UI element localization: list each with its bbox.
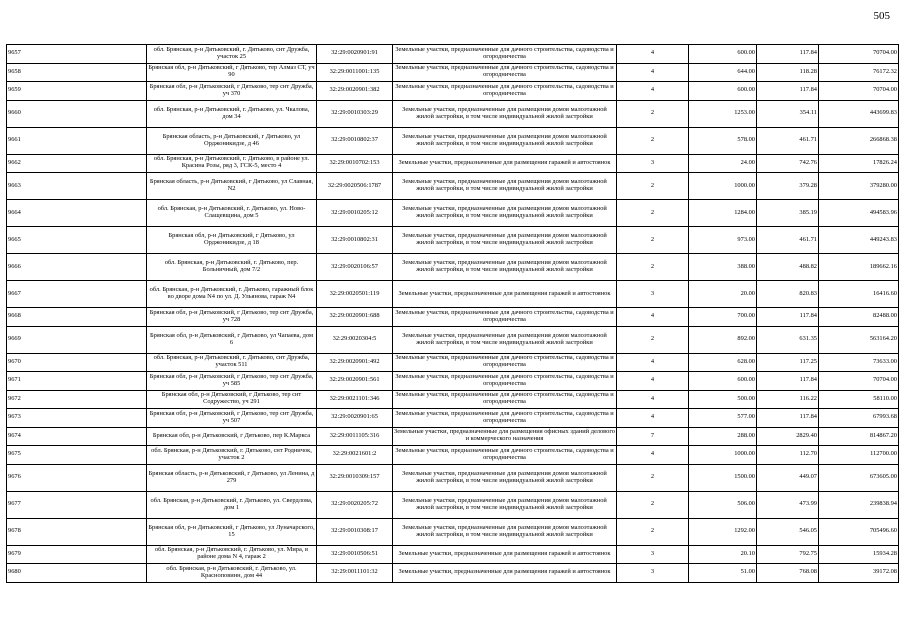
area-cell: 973.00 (689, 227, 757, 254)
area-cell: 578.00 (689, 127, 757, 154)
table-row (7, 427, 899, 446)
row-number: 9657 (7, 45, 147, 64)
specific-value-cell: 473.99 (757, 491, 819, 518)
row-number: 9666 (7, 254, 147, 281)
page-number: 505 (873, 10, 890, 22)
category-cell: 4 (617, 390, 689, 409)
specific-value-cell: 461.71 (757, 227, 819, 254)
cadastral-number-cell: 32:29:0021101:346 (317, 390, 393, 409)
cadastral-value-cell: 58110.00 (819, 390, 899, 409)
area-cell: 1253.00 (689, 100, 757, 127)
land-use-cell: Земельные участки, предназначенные для размещения домов малоэтажной жилой застройки, в том числе индивидуальной жилой застройки (393, 173, 617, 200)
row-number: 9664 (7, 200, 147, 227)
land-use-cell: Земельные участки, предназначенные для размещения гаражей и автостоянок (393, 281, 617, 308)
land-use-cell: Земельные участки, предназначенные для дачного строительства, садоводства и огородничества (393, 390, 617, 409)
category-cell: 2 (617, 491, 689, 518)
table-row (7, 464, 899, 491)
table-row (7, 564, 899, 583)
cadastral-number-cell: 32:29:0020501:119 (317, 281, 393, 308)
category-cell: 3 (617, 564, 689, 583)
cadastral-value-cell: 189662.16 (819, 254, 899, 281)
area-cell: 24.00 (689, 154, 757, 173)
land-use-cell: Земельные участки, предназначенные для дачного строительства, садоводства и огородничества (393, 63, 617, 82)
area-cell: 500.00 (689, 390, 757, 409)
specific-value-cell: 742.76 (757, 154, 819, 173)
cadastral-value-cell: 563164.20 (819, 326, 899, 353)
category-cell: 3 (617, 154, 689, 173)
cadastral-value-cell: 67993.68 (819, 409, 899, 428)
specific-value-cell: 820.83 (757, 281, 819, 308)
cadastral-number-cell: 32:29:0020901:91 (317, 45, 393, 64)
row-number: 9675 (7, 446, 147, 465)
land-use-cell: Земельные участки, предназначенные для дачного строительства, садоводства и огородничества (393, 82, 617, 101)
address-cell: обл. Брянская, р-н Дятьковский, г. Дятьково, ул. Ново-Слащевщина, дом 5 (147, 200, 317, 227)
table-row (7, 545, 899, 564)
category-cell: 2 (617, 100, 689, 127)
address-cell: обл. Брянская, р-н Дятьковский, г. Дятьково, снт Родничок, участок 2 (147, 446, 317, 465)
cadastral-number-cell: 32:29:0020901:65 (317, 409, 393, 428)
address-cell: Брянская обл, р-н Дятьковский, г Дятьково, ул Орджоникидзе, д 18 (147, 227, 317, 254)
cadastral-number-cell: 32:29:0020506:1787 (317, 173, 393, 200)
row-number: 9669 (7, 326, 147, 353)
cadastral-number-cell: 32:29:0010309:157 (317, 464, 393, 491)
land-use-cell: Земельные участки, предназначенные для дачного строительства, садоводства и огородничества (393, 308, 617, 327)
cadastral-number-cell: 32:29:0020106:57 (317, 254, 393, 281)
address-cell: Брянская обл, р-н Дятьковский, г Дятьково, тер снт Дружба, уч 585 (147, 372, 317, 391)
address-cell: Брянская обл, р-н Дятьковский, г Дятьково, тер снт Дружба, уч 507 (147, 409, 317, 428)
address-cell: обл. Брянская, р-н Дятьковский, г. Дятьково, гаражный блок во дворе дома N4 по ул. Д. Ульянова, гараж N4 (147, 281, 317, 308)
land-use-cell: Земельные участки, предназначенные для размещения домов малоэтажной жилой застройки, в том числе индивидуальной жилой застройки (393, 227, 617, 254)
specific-value-cell: 546.05 (757, 518, 819, 545)
specific-value-cell: 112.70 (757, 446, 819, 465)
area-cell: 1000.00 (689, 173, 757, 200)
cadastral-value-cell: 443699.83 (819, 100, 899, 127)
table-row (7, 100, 899, 127)
area-cell: 628.00 (689, 353, 757, 372)
table-row (7, 281, 899, 308)
area-cell: 20.10 (689, 545, 757, 564)
area-cell: 1284.00 (689, 200, 757, 227)
area-cell: 506.00 (689, 491, 757, 518)
address-cell: обл. Брянская, р-н Дятьковский, г. Дятьково, ул. Красноповинн, дом 44 (147, 564, 317, 583)
category-cell: 4 (617, 409, 689, 428)
cadastral-value-cell: 705496.60 (819, 518, 899, 545)
specific-value-cell: 768.08 (757, 564, 819, 583)
land-use-cell: Земельные участки, предназначенные для размещения гаражей и автостоянок (393, 154, 617, 173)
land-use-cell: Земельные участки, предназначенные для размещения домов малоэтажной жилой застройки, в том числе индивидуальной жилой застройки (393, 326, 617, 353)
address-cell: обл. Брянская, р-н Дятьковский, г. Дятьково, ул. Мира, в районе дома N 4, гараж 2 (147, 545, 317, 564)
address-cell: обл. Брянская, р-н Дятьковский, г. Дятьково, в районе ул. Красина Розы, ряд 3, ГСК-5, место 4 (147, 154, 317, 173)
cadastral-value-cell: 266868.38 (819, 127, 899, 154)
table-row (7, 353, 899, 372)
table-row (7, 390, 899, 409)
address-cell: Брянская обл, р-н Дятьковский, г Дятьково, ул Луначарского, 15 (147, 518, 317, 545)
specific-value-cell: 631.35 (757, 326, 819, 353)
table-row (7, 82, 899, 101)
land-use-cell: Земельные участки, предназначенные для размещения гаражей и автостоянок (393, 545, 617, 564)
category-cell: 2 (617, 200, 689, 227)
land-use-cell: Земельные участки, предназначенные для размещения офисных зданий делового и коммерческого назначения (393, 427, 617, 446)
category-cell: 4 (617, 446, 689, 465)
specific-value-cell: 488.82 (757, 254, 819, 281)
cadastral-number-cell: 32:29:0011101:32 (317, 564, 393, 583)
specific-value-cell: 379.28 (757, 173, 819, 200)
land-use-cell: Земельные участки, предназначенные для дачного строительства, садоводства и огородничества (393, 409, 617, 428)
address-cell: обл. Брянская, р-н Дятьковский, г. Дятьково, ул. Свердлова, дом 1 (147, 491, 317, 518)
table-row (7, 308, 899, 327)
row-number: 9659 (7, 82, 147, 101)
table-row (7, 372, 899, 391)
address-cell: Брянская область, р-н Дятьковский, г Дятьково, ул Орджоникидзе, д 46 (147, 127, 317, 154)
land-use-cell: Земельные участки, предназначенные для размещения домов малоэтажной жилой застройки, в том числе индивидуальной жилой застройки (393, 254, 617, 281)
area-cell: 600.00 (689, 82, 757, 101)
row-number: 9662 (7, 154, 147, 173)
cadastral-value-cell: 76172.32 (819, 63, 899, 82)
table-row (7, 326, 899, 353)
cadastral-value-cell: 239838.94 (819, 491, 899, 518)
cadastral-value-table (6, 44, 899, 583)
cadastral-number-cell: 32:29:0020901:492 (317, 353, 393, 372)
row-number: 9658 (7, 63, 147, 82)
specific-value-cell: 792.75 (757, 545, 819, 564)
cadastral-number-cell: 32:29:0021601:2 (317, 446, 393, 465)
cadastral-number-cell: 32:29:0010802:37 (317, 127, 393, 154)
specific-value-cell: 117.25 (757, 353, 819, 372)
specific-value-cell: 461.71 (757, 127, 819, 154)
cadastral-value-cell: 814867.20 (819, 427, 899, 446)
row-number: 9672 (7, 390, 147, 409)
category-cell: 3 (617, 545, 689, 564)
category-cell: 2 (617, 227, 689, 254)
cadastral-number-cell: 32:29:0020205:72 (317, 491, 393, 518)
address-cell: Брянская обл, р-н Дятьковский, г Дятьково, пер К.Маркса (147, 427, 317, 446)
address-cell: обл. Брянская, р-н Дятьковский, г. Дятьково, снт Дружба, участок 511 (147, 353, 317, 372)
category-cell: 2 (617, 254, 689, 281)
land-use-cell: Земельные участки, предназначенные для размещения домов малоэтажной жилой застройки, в том числе индивидуальной жилой застройки (393, 200, 617, 227)
specific-value-cell: 118.28 (757, 63, 819, 82)
area-cell: 644.00 (689, 63, 757, 82)
address-cell: Брянская обл, р-н Дятьковский, г Дятьково, ул Чапаева, дом 6 (147, 326, 317, 353)
land-use-cell: Земельные участки, предназначенные для размещения домов малоэтажной жилой застройки, в том числе индивидуальной жилой застройки (393, 491, 617, 518)
row-number: 9670 (7, 353, 147, 372)
area-cell: 600.00 (689, 45, 757, 64)
area-cell: 892.00 (689, 326, 757, 353)
category-cell: 7 (617, 427, 689, 446)
area-cell: 388.00 (689, 254, 757, 281)
address-cell: Брянская обл, р-н Дятьковский, г Дятьково, тер Алмаз СТ, уч 90 (147, 63, 317, 82)
category-cell: 4 (617, 45, 689, 64)
land-use-cell: Земельные участки, предназначенные для размещения домов малоэтажной жилой застройки, в том числе индивидуальной жилой застройки (393, 127, 617, 154)
area-cell: 20.00 (689, 281, 757, 308)
row-number: 9665 (7, 227, 147, 254)
cadastral-value-cell: 17826.24 (819, 154, 899, 173)
cadastral-number-cell: 32:29:0010303:29 (317, 100, 393, 127)
land-use-cell: Земельные участки, предназначенные для дачного строительства, садоводства и огородничества (393, 353, 617, 372)
cadastral-number-cell: 32:29:0010702:153 (317, 154, 393, 173)
specific-value-cell: 385.19 (757, 200, 819, 227)
table-row (7, 127, 899, 154)
category-cell: 2 (617, 127, 689, 154)
category-cell: 4 (617, 372, 689, 391)
land-use-cell: Земельные участки, предназначенные для размещения домов малоэтажной жилой застройки, в том числе индивидуальной жилой застройки (393, 518, 617, 545)
category-cell: 3 (617, 281, 689, 308)
category-cell: 4 (617, 82, 689, 101)
land-use-cell: Земельные участки, предназначенные для дачного строительства, садоводства и огородничества (393, 45, 617, 64)
cadastral-value-cell: 494583.96 (819, 200, 899, 227)
row-number: 9680 (7, 564, 147, 583)
area-cell: 1500.00 (689, 464, 757, 491)
category-cell: 2 (617, 464, 689, 491)
land-use-cell: Земельные участки, предназначенные для дачного строительства, садоводства и огородничества (393, 446, 617, 465)
land-use-cell: Земельные участки, предназначенные для размещения домов малоэтажной жилой застройки, в том числе индивидуальной жилой застройки (393, 100, 617, 127)
specific-value-cell: 117.84 (757, 409, 819, 428)
specific-value-cell: 117.84 (757, 372, 819, 391)
specific-value-cell: 2829.40 (757, 427, 819, 446)
table-row (7, 446, 899, 465)
address-cell: Брянская обл, р-н Дятьковский, г Дятьково, тер снт Содружество, уч 291 (147, 390, 317, 409)
area-cell: 577.00 (689, 409, 757, 428)
category-cell: 2 (617, 518, 689, 545)
cadastral-value-cell: 449243.83 (819, 227, 899, 254)
area-cell: 700.00 (689, 308, 757, 327)
cadastral-value-cell: 379280.00 (819, 173, 899, 200)
row-number: 9673 (7, 409, 147, 428)
cadastral-number-cell: 32:29:0011105:316 (317, 427, 393, 446)
row-number: 9661 (7, 127, 147, 154)
area-cell: 51.00 (689, 564, 757, 583)
specific-value-cell: 449.07 (757, 464, 819, 491)
category-cell: 4 (617, 308, 689, 327)
address-cell: Брянская обл, р-н Дятьковский, г Дятьково, тер снт Дружба, уч 370 (147, 82, 317, 101)
row-number: 9674 (7, 427, 147, 446)
cadastral-number-cell: 32:29:0010205:12 (317, 200, 393, 227)
row-number: 9668 (7, 308, 147, 327)
table-body (7, 45, 899, 583)
table-row (7, 227, 899, 254)
area-cell: 288.00 (689, 427, 757, 446)
cadastral-value-cell: 82488.00 (819, 308, 899, 327)
specific-value-cell: 354.11 (757, 100, 819, 127)
category-cell: 4 (617, 63, 689, 82)
cadastral-number-cell: 32:29:0010802:31 (317, 227, 393, 254)
row-number: 9663 (7, 173, 147, 200)
category-cell: 2 (617, 326, 689, 353)
address-cell: Брянская область, р-н Дятьковский, г Дятьково, ул Ленина, д 279 (147, 464, 317, 491)
cadastral-value-cell: 15934.28 (819, 545, 899, 564)
category-cell: 2 (617, 173, 689, 200)
specific-value-cell: 117.84 (757, 45, 819, 64)
row-number: 9679 (7, 545, 147, 564)
table-row (7, 173, 899, 200)
cadastral-number-cell: 32:29:0010506:51 (317, 545, 393, 564)
specific-value-cell: 117.84 (757, 82, 819, 101)
land-use-cell: Земельные участки, предназначенные для размещения гаражей и автостоянок (393, 564, 617, 583)
table-row (7, 45, 899, 64)
cadastral-value-cell: 39172.08 (819, 564, 899, 583)
cadastral-number-cell: 32:29:0011001:135 (317, 63, 393, 82)
table-row (7, 63, 899, 82)
row-number: 9678 (7, 518, 147, 545)
address-cell: обл. Брянская, р-н Дятьковский, г. Дятьково, пер. Больничный, дом 7/2 (147, 254, 317, 281)
category-cell: 4 (617, 353, 689, 372)
area-cell: 1000.00 (689, 446, 757, 465)
row-number: 9660 (7, 100, 147, 127)
table-row (7, 409, 899, 428)
row-number: 9676 (7, 464, 147, 491)
address-cell: Брянская область, р-н Дятьковский, г Дятьково, ул Славная, N2 (147, 173, 317, 200)
specific-value-cell: 116.22 (757, 390, 819, 409)
cadastral-number-cell: 32:29:0020304:5 (317, 326, 393, 353)
land-use-cell: Земельные участки, предназначенные для размещения домов малоэтажной жилой застройки, в том числе индивидуальной жилой застройки (393, 464, 617, 491)
table-row (7, 518, 899, 545)
row-number: 9671 (7, 372, 147, 391)
cadastral-number-cell: 32:29:0010308:17 (317, 518, 393, 545)
cadastral-value-cell: 73633.00 (819, 353, 899, 372)
address-cell: Брянская обл, р-н Дятьковский, г Дятьково, тер снт Дружба, уч 728 (147, 308, 317, 327)
table-row (7, 254, 899, 281)
table-row (7, 491, 899, 518)
address-cell: обл. Брянская, р-н Дятьковский, г. Дятьково, ул. Чкалова, дом 34 (147, 100, 317, 127)
specific-value-cell: 117.84 (757, 308, 819, 327)
address-cell: обл. Брянская, р-н Дятьковский, г. Дятьково, снт Дружба, участок 25 (147, 45, 317, 64)
cadastral-value-cell: 16416.60 (819, 281, 899, 308)
cadastral-value-cell: 70704.00 (819, 82, 899, 101)
land-use-cell: Земельные участки, предназначенные для дачного строительства, садоводства и огородничества (393, 372, 617, 391)
cadastral-value-cell: 70704.00 (819, 372, 899, 391)
cadastral-number-cell: 32:29:0020901:382 (317, 82, 393, 101)
cadastral-number-cell: 32:29:0020901:561 (317, 372, 393, 391)
row-number: 9667 (7, 281, 147, 308)
cadastral-value-cell: 70704.00 (819, 45, 899, 64)
row-number: 9677 (7, 491, 147, 518)
cadastral-value-cell: 112700.00 (819, 446, 899, 465)
cadastral-number-cell: 32:29:0020901:688 (317, 308, 393, 327)
table-row (7, 154, 899, 173)
table-row (7, 200, 899, 227)
area-cell: 1292.00 (689, 518, 757, 545)
cadastral-value-cell: 673605.00 (819, 464, 899, 491)
area-cell: 600.00 (689, 372, 757, 391)
